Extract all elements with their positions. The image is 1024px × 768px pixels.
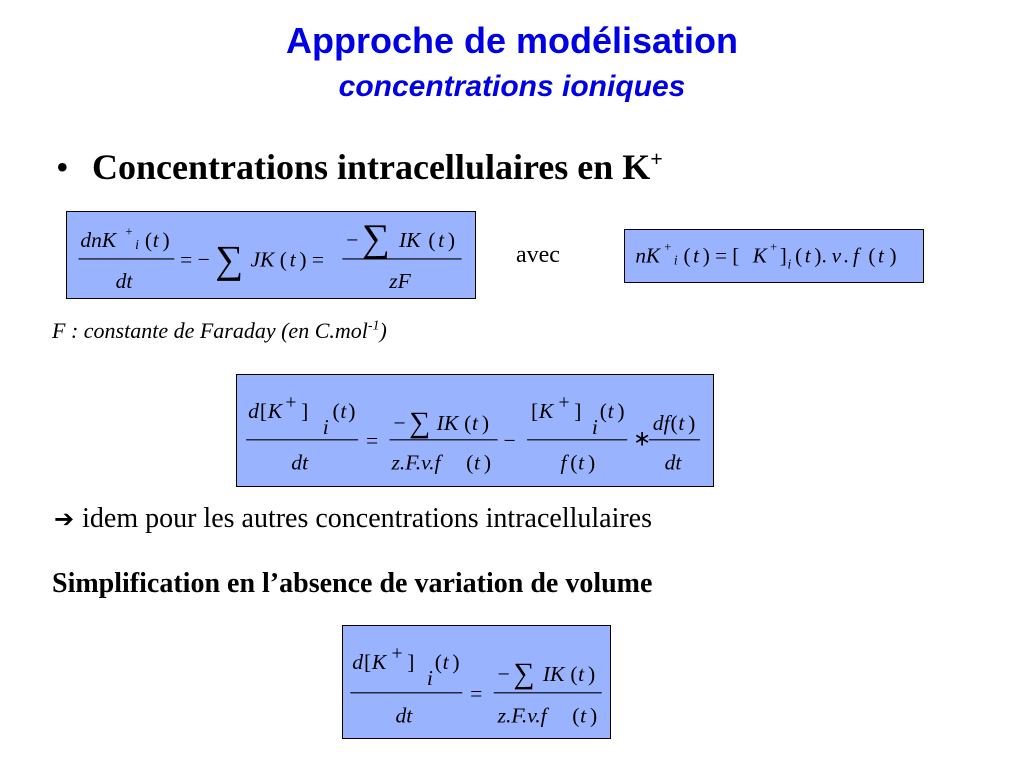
svg-text:IK: IK xyxy=(399,228,421,253)
svg-text:t: t xyxy=(878,243,884,268)
svg-text:=: = xyxy=(365,428,379,453)
svg-text:[: [ xyxy=(364,650,372,675)
svg-text:) = [: ) = [ xyxy=(702,243,740,268)
svg-text:=: = xyxy=(470,681,483,706)
avec-label: avec xyxy=(516,242,560,268)
svg-text:JK: JK xyxy=(250,247,275,272)
svg-text:]: ] xyxy=(574,399,582,424)
svg-text:): ) xyxy=(481,411,490,436)
svg-text:i: i xyxy=(426,665,433,690)
svg-text:) =: ) = xyxy=(299,247,325,272)
svg-text:(: ( xyxy=(144,228,153,253)
svg-text:(: ( xyxy=(572,703,580,728)
svg-text:]: ] xyxy=(407,650,415,675)
svg-text:f: f xyxy=(560,450,567,475)
svg-text:+: + xyxy=(391,642,403,665)
svg-text:]: ] xyxy=(779,243,787,268)
svg-text:+: + xyxy=(558,391,570,414)
svg-text:d: d xyxy=(352,650,364,675)
svg-text:t: t xyxy=(580,703,587,728)
svg-text:): ) xyxy=(889,243,897,268)
svg-text:z.F.v.f: z.F.v.f xyxy=(391,450,441,475)
svg-text:dnK: dnK xyxy=(80,228,117,253)
equation-box-simplified xyxy=(342,625,611,739)
svg-text:∑: ∑ xyxy=(361,217,390,261)
bullet-concentrations xyxy=(56,146,663,188)
svg-text:t: t xyxy=(607,399,614,424)
svg-text:): ) xyxy=(162,228,170,253)
equation-box-dk-volume xyxy=(236,374,714,487)
svg-text:): ) xyxy=(688,411,696,436)
svg-text:K: K xyxy=(538,399,554,424)
svg-text:∗: ∗ xyxy=(633,426,652,451)
svg-text:+: + xyxy=(770,240,778,255)
svg-text:nK: nK xyxy=(635,243,661,268)
svg-text:): ) xyxy=(588,662,596,687)
svg-text:t: t xyxy=(578,662,585,687)
svg-text:dt: dt xyxy=(291,450,309,475)
svg-text:(: ( xyxy=(670,411,678,436)
slide-subtitle: concentrations ioniques xyxy=(338,70,686,103)
svg-text:K: K xyxy=(752,243,767,268)
svg-text:IK: IK xyxy=(542,662,565,687)
svg-text:): ) xyxy=(589,703,598,728)
svg-text:dt: dt xyxy=(395,703,413,728)
svg-text:t: t xyxy=(693,243,700,268)
svg-text:−: − xyxy=(346,228,359,253)
svg-text:+: + xyxy=(285,391,297,414)
svg-text:(: ( xyxy=(683,243,691,268)
svg-text:i: i xyxy=(591,414,598,439)
simplification-heading: Simplification en l’absence de variation de volume xyxy=(52,568,653,599)
faraday-note xyxy=(52,318,387,344)
equation-dk-volume-svg xyxy=(237,375,713,486)
svg-text:[: [ xyxy=(259,399,268,424)
svg-text:t: t xyxy=(474,450,481,475)
svg-text:(: ( xyxy=(570,450,578,475)
svg-text:−: − xyxy=(497,662,510,687)
svg-text:+: + xyxy=(664,240,672,255)
svg-text:−: − xyxy=(503,428,516,453)
svg-text:(: ( xyxy=(868,243,876,268)
svg-text:): ) xyxy=(483,450,492,475)
svg-text:t: t xyxy=(442,650,449,675)
svg-text:(: ( xyxy=(795,243,803,268)
faraday-sup: -1 xyxy=(367,318,380,334)
svg-text:f: f xyxy=(852,243,859,268)
bullet-text: Concentrations intracellulaires en K xyxy=(92,147,651,187)
svg-text:t: t xyxy=(289,247,296,272)
svg-text:i: i xyxy=(135,237,139,253)
svg-text:t: t xyxy=(678,411,685,436)
svg-text:t: t xyxy=(152,228,159,253)
bullet-superscript: + xyxy=(650,146,663,171)
svg-text:z.F.v.f: z.F.v.f xyxy=(497,703,547,728)
svg-text:): ) xyxy=(348,399,356,424)
svg-text:]: ] xyxy=(301,399,309,424)
svg-text:t: t xyxy=(340,399,347,424)
svg-text:(: ( xyxy=(464,411,472,436)
svg-text:(: ( xyxy=(428,228,436,253)
svg-text:(: ( xyxy=(279,247,287,272)
svg-text:i: i xyxy=(787,256,792,272)
svg-text:dt: dt xyxy=(664,450,682,475)
right-arrow-icon: ➔ xyxy=(54,505,75,533)
svg-text:[: [ xyxy=(530,399,539,424)
svg-text:(: ( xyxy=(466,450,474,475)
slide-title: Approche de modélisation xyxy=(285,20,739,61)
svg-text:∑: ∑ xyxy=(513,657,535,690)
svg-text:+: + xyxy=(125,224,133,239)
svg-text:t: t xyxy=(804,243,811,268)
svg-text:(: ( xyxy=(570,662,578,687)
svg-text:zF: zF xyxy=(389,269,411,294)
svg-text:= −: = − xyxy=(180,247,210,272)
svg-text:dt: dt xyxy=(115,269,133,294)
svg-text:df: df xyxy=(652,411,670,436)
svg-text:−: − xyxy=(393,411,406,436)
svg-text:(: ( xyxy=(599,399,607,424)
svg-text:t: t xyxy=(438,228,445,253)
equation-nk-svg xyxy=(625,230,923,282)
faraday-close: ) xyxy=(379,318,387,343)
svg-text:t: t xyxy=(578,450,585,475)
equation-box-dnk xyxy=(66,211,476,299)
idem-text: idem pour les autres concentrations intracellulaires xyxy=(82,503,653,534)
idem-line xyxy=(54,503,652,535)
svg-text:i: i xyxy=(322,414,329,439)
bullet-dot-icon: • xyxy=(56,147,69,187)
svg-text:): ) xyxy=(447,228,456,253)
equation-simplified-svg xyxy=(343,626,610,738)
svg-text:∑: ∑ xyxy=(409,406,431,439)
svg-text:(: ( xyxy=(434,650,442,675)
svg-text:).: ). xyxy=(814,243,827,268)
equation-dnk-svg xyxy=(67,212,475,298)
svg-text:i: i xyxy=(673,252,678,268)
svg-text:t: t xyxy=(472,411,479,436)
svg-text:K: K xyxy=(371,650,387,675)
svg-text:K: K xyxy=(267,399,283,424)
svg-text:.: . xyxy=(843,243,849,268)
faraday-text: F : constante de Faraday (en C.mol xyxy=(52,318,368,343)
svg-text:IK: IK xyxy=(436,411,459,436)
svg-text:(: ( xyxy=(332,399,340,424)
svg-text:): ) xyxy=(452,650,460,675)
svg-text:): ) xyxy=(617,399,625,424)
svg-text:): ) xyxy=(587,450,596,475)
equation-box-nk xyxy=(624,229,924,283)
svg-text:d: d xyxy=(248,399,259,424)
svg-text:∑: ∑ xyxy=(215,238,244,282)
svg-text:v: v xyxy=(831,243,842,268)
